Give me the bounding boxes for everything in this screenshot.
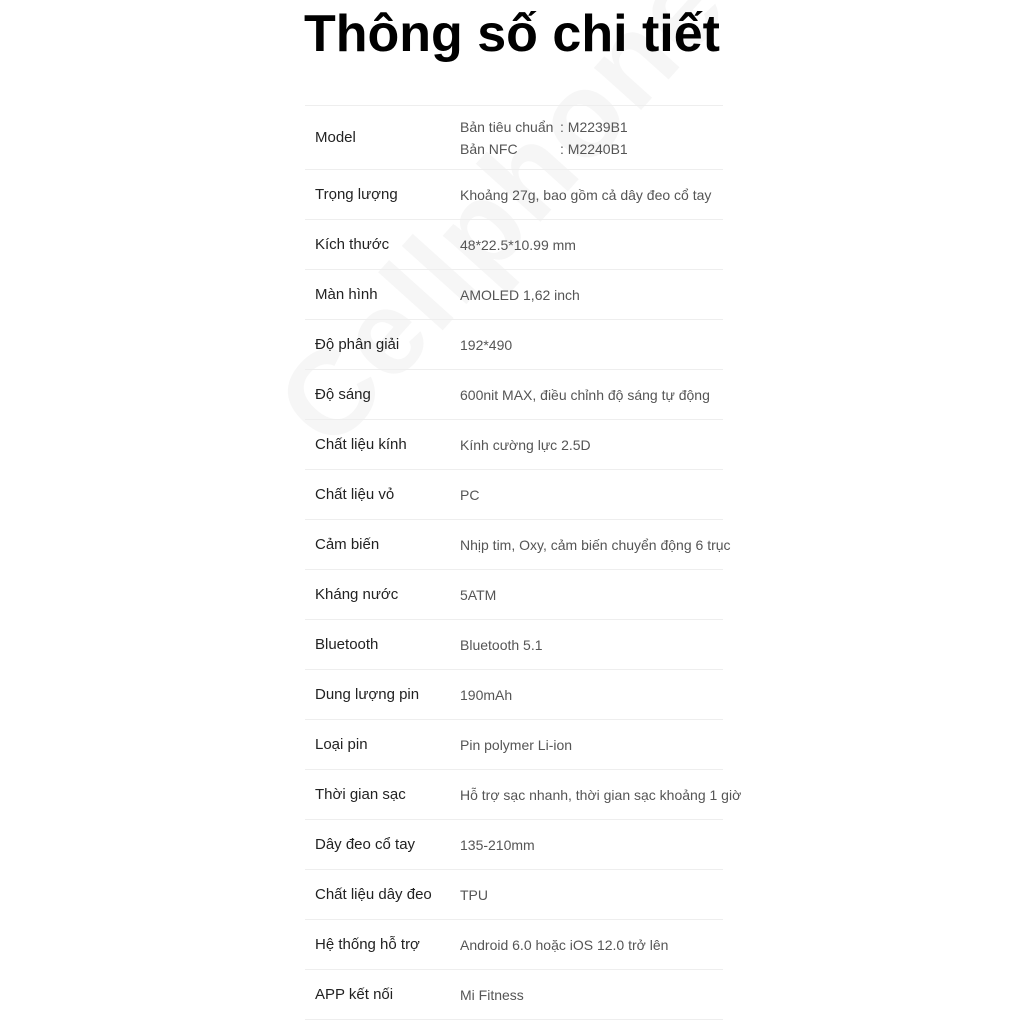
spec-label: Chất liệu vỏ (315, 486, 395, 503)
model-nfc-key: Bản NFC (460, 140, 518, 157)
spec-label: Hệ thống hỗ trợ (315, 936, 420, 953)
spec-row (305, 369, 723, 419)
spec-value: Bluetooth 5.1 (460, 636, 543, 653)
spec-value: 192*490 (460, 336, 513, 353)
spec-label: Cảm biến (315, 536, 380, 553)
spec-label: Chất liệu dây đeo (315, 886, 432, 903)
spec-label: Dung lượng pin (315, 686, 420, 703)
spec-value: TPU (460, 886, 488, 903)
spec-value: 135-210mm (460, 836, 535, 853)
spec-row (305, 219, 723, 269)
spec-label: Kháng nước (315, 586, 399, 603)
spec-value: Pin polymer Li-ion (460, 736, 573, 753)
spec-row-model (305, 105, 723, 169)
spec-label: Dây đeo cổ tay (315, 836, 416, 853)
spec-label: Model (315, 129, 356, 146)
spec-row (305, 619, 723, 669)
spec-value: 190mAh (460, 686, 513, 703)
spec-value: Mi Fitness (460, 986, 524, 1003)
spec-row (305, 669, 723, 719)
spec-value: 600nit MAX, điều chỉnh độ sáng tự động (460, 386, 710, 403)
spec-row (305, 569, 723, 619)
spec-label: Loại pin (315, 736, 368, 753)
spec-row (305, 519, 731, 569)
spec-table (305, 105, 742, 1020)
spec-label: Kích thước (315, 236, 390, 253)
spec-label: APP kết nối (315, 986, 394, 1003)
spec-row (305, 419, 723, 469)
spec-rows (305, 169, 742, 1020)
spec-label: Chất liệu kính (315, 436, 407, 453)
page-title: Thông số chi tiết (304, 5, 720, 63)
spec-value: Hỗ trợ sạc nhanh, thời gian sạc khoảng 1 giờ (460, 786, 742, 803)
spec-row (305, 169, 723, 219)
model-nfc-value: : M2240B1 (560, 140, 628, 157)
spec-value: 48*22.5*10.99 mm (460, 236, 576, 253)
spec-label: Màn hình (315, 286, 378, 303)
spec-row (305, 469, 723, 519)
spec-row (305, 769, 742, 819)
spec-value: Android 6.0 hoặc iOS 12.0 trở lên (460, 936, 669, 953)
spec-value: Nhịp tim, Oxy, cảm biến chuyển động 6 trục (460, 536, 731, 553)
spec-label: Thời gian sạc (315, 786, 406, 803)
spec-value: Khoảng 27g, bao gồm cả dây đeo cổ tay (460, 186, 712, 203)
spec-label: Độ phân giải (315, 336, 400, 353)
spec-row (305, 819, 723, 869)
spec-value: 5ATM (460, 586, 497, 603)
spec-row (305, 969, 723, 1020)
spec-row (305, 319, 723, 369)
spec-value: Kính cường lực 2.5D (460, 436, 591, 453)
spec-value: PC (460, 486, 480, 503)
spec-label: Trọng lượng (315, 186, 398, 203)
spec-label: Bluetooth (315, 636, 379, 653)
spec-row (305, 919, 723, 969)
spec-row (305, 719, 723, 769)
spec-row (305, 269, 723, 319)
spec-label: Độ sáng (315, 386, 371, 403)
model-standard-value: : M2239B1 (560, 118, 628, 135)
spec-row (305, 869, 723, 919)
spec-value: AMOLED 1,62 inch (460, 286, 580, 303)
model-standard-key: Bản tiêu chuẩn (460, 118, 554, 135)
spec-value (460, 106, 628, 169)
